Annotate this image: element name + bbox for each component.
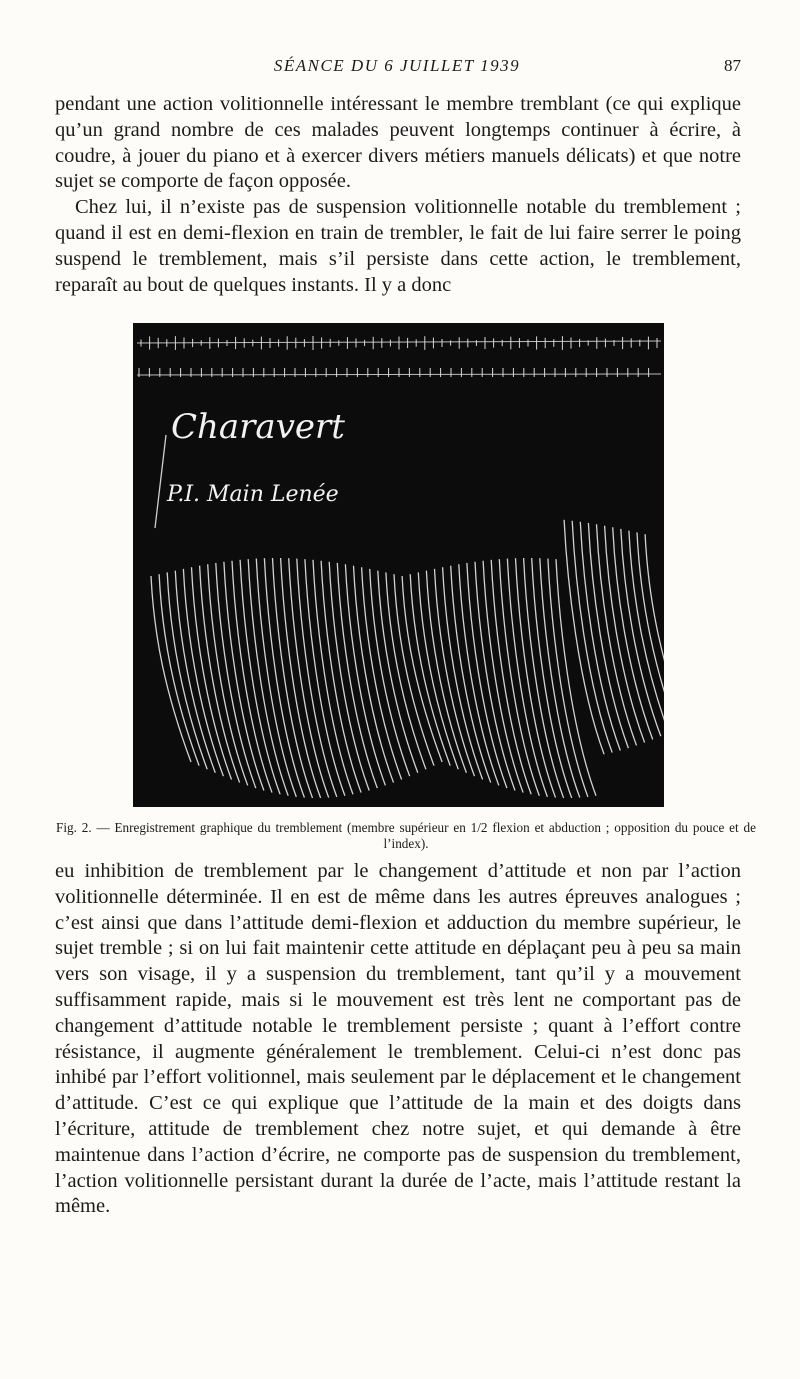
- figure-caption: Fig. 2. — Enregistrement graphique du tremblement (membre supérieur en 1/2 flexion et abduction ; opposition du pouce et de l’index).: [56, 820, 756, 851]
- tremor-recording-photo: [133, 323, 664, 807]
- handwritten-note: P.I. Main Lenée: [167, 482, 339, 507]
- paragraph-1: pendant une action volitionnelle intéressant le membre tremblant (ce qui explique qu’un grand nombre de ces malades peuvent longtemps continuer à écrire, à coudre, à jouer du piano et à exercer divers métiers manuels délicats) et que notre sujet se comporte de façon opposée.: [55, 93, 741, 193]
- body-text-bottom: [55, 859, 741, 1220]
- page-header: [53, 56, 741, 80]
- paragraph-2: Chez lui, il n’existe pas de suspension volitionnelle notable du tremblement ; quand il est en demi-flexion en train de trembler, le fait de lui faire serrer le poing suspend le tremblement, mais s’il persiste dans cette action, le tremblement, reparaît au bout de quelques instants. Il y a donc: [55, 196, 741, 296]
- body-text-top: [55, 92, 741, 298]
- handwritten-name: Charavert: [171, 407, 345, 447]
- paragraph-3: eu inhibition de tremblement par le changement d’attitude et non par l’action volitionnelle déterminée. Il en est de même dans les autres épreuves analogues ; c’est ainsi que dans l’attitude demi-flexion et adduction du membre supérieur, le sujet tremble ; si on lui fait maintenir cette attitude en déplaçant peu à peu sa main vers son visage, il y a suspension du tremblement, tant qu’il y a mouvement suffisamment rapide, mais si le mouvement est très lent ne comportant pas de changement d’attitude notable le tremblement persiste ; quant à l’effort contre résistance, il augmente généralement le tremblement. Celui-ci n’est donc pas inhibé par l’effort volitionnel, mais seulement par le déplacement et le changement d’attitude. C’est ce qui explique que l’attitude de la main et des doigts dans l’écriture, attitude de tremblement chez notre sujet, et qui demande à être maintenue dans l’action d’écrire, ne comporte pas de suspension du tremblement, l’action volitionnelle persistant durant la durée de l’acte, mais l’attitude restant la même.: [55, 860, 741, 1218]
- running-title: SÉANCE DU 6 JUILLET 1939: [273, 56, 521, 75]
- page-number: 87: [724, 56, 741, 75]
